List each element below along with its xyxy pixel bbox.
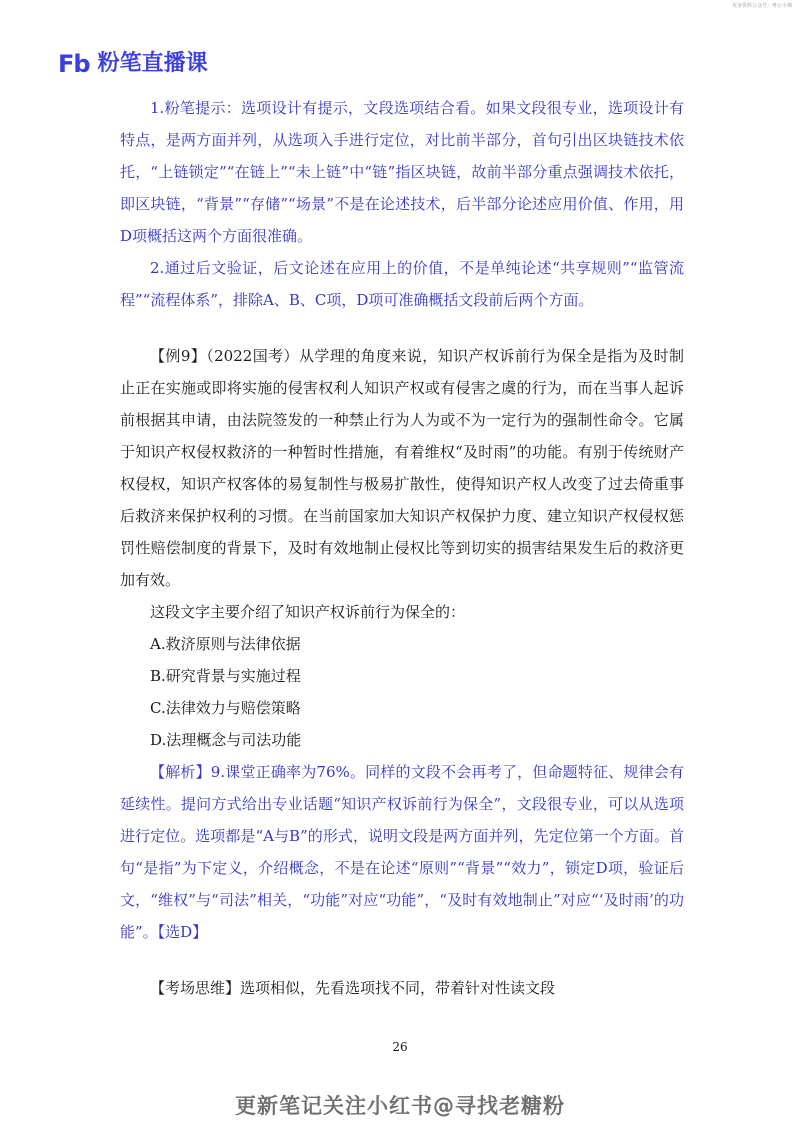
option-d: D.法理概念与司法功能: [150, 731, 302, 749]
page-number: 26: [392, 1040, 408, 1054]
option-b: B.研究背景与实施过程: [150, 667, 301, 685]
top-note: 更多资料公众号：粤公小梯: [731, 3, 792, 9]
spacer: [120, 316, 684, 340]
option-a: A.救济原则与法律依据: [150, 635, 301, 653]
question-stem: 【例9】（2022国考）从学理的角度来说，知识产权诉前行为保全是指为及时制止正在实施或即将实施的侵害权利人知识产权或有侵害之虞的行为，而在当事人起诉前根据其申请，由法院签发的一种禁止行为人为或不为一定行为的强制性命令。它属于知识产权侵权救济的一种暂时性措施，有着维权“及时雨”的功能。有别于传统财产权侵权，知识产权客体的易复制性与极易扩散性，使得知识产权人改变了过去倚重事后救济来保护权利的习惯。在当前国家加大知识产权保护力度、建立知识产权侵权惩罚性赔偿制度的背景下，及时有效地制止侵权比等到切实的损害结果发生后的救济更加有效。: [120, 347, 684, 589]
logo-icon: Fb: [58, 50, 90, 78]
hint-paragraph-1: 1.粉笔提示：选项设计有提示，文段选项结合看。如果文段很专业，选项设计有特点，是两方面并列，从选项入手进行定位，对比前半部分，首句引出区块链技术依托，“上链锁定”“在链上”“未上链”中“链”指区块链，故前半部分重点强调技术依托，即区块链，“背景”“存储”“场景”不是在论述技术，后半部分论述应用价值、作用，用D项概括这两个方面很准确。: [120, 99, 684, 245]
brand-logo: [58, 52, 208, 76]
watermark-text: 更新笔记关注小红书@寻找老糖粉: [235, 1094, 565, 1118]
logo-text: 粉笔直播课: [97, 51, 208, 76]
exam-tip: 【考场思维】选项相似，先看选项找不同，带着针对性读文段: [150, 979, 556, 997]
hint-paragraph-2: 2.通过后文验证，后文论述在应用上的价值，不是单纯论述“共享规则”“监管流程”“流程体系”，排除A、B、C项，D项可准确概括文段前后两个方面。: [120, 259, 684, 309]
page-content: [120, 92, 684, 1004]
analysis-paragraph: 【解析】9.课堂正确率为76%。同样的文段不会再考了，但命题特征、规律会有延续性。提问方式给出专业话题“知识产权诉前行为保全”，文段很专业，可以从选项进行定位。选项都是“A与B”的形式，说明文段是两方面并列，先定位第一个方面。首句“是指”为下定义，介绍概念，不是在论述“原则”“背景”“效力”，锁定D项，验证后文，“维权”与“司法”相关，“功能”对应“功能”，“及时有效地制止”对应“‘及时雨’的功能”。【选D】: [120, 763, 684, 941]
option-c: C.法律效力与赔偿策略: [150, 699, 301, 717]
question-prompt: 这段文字主要介绍了知识产权诉前行为保全的：: [150, 603, 466, 621]
spacer: [120, 948, 684, 972]
